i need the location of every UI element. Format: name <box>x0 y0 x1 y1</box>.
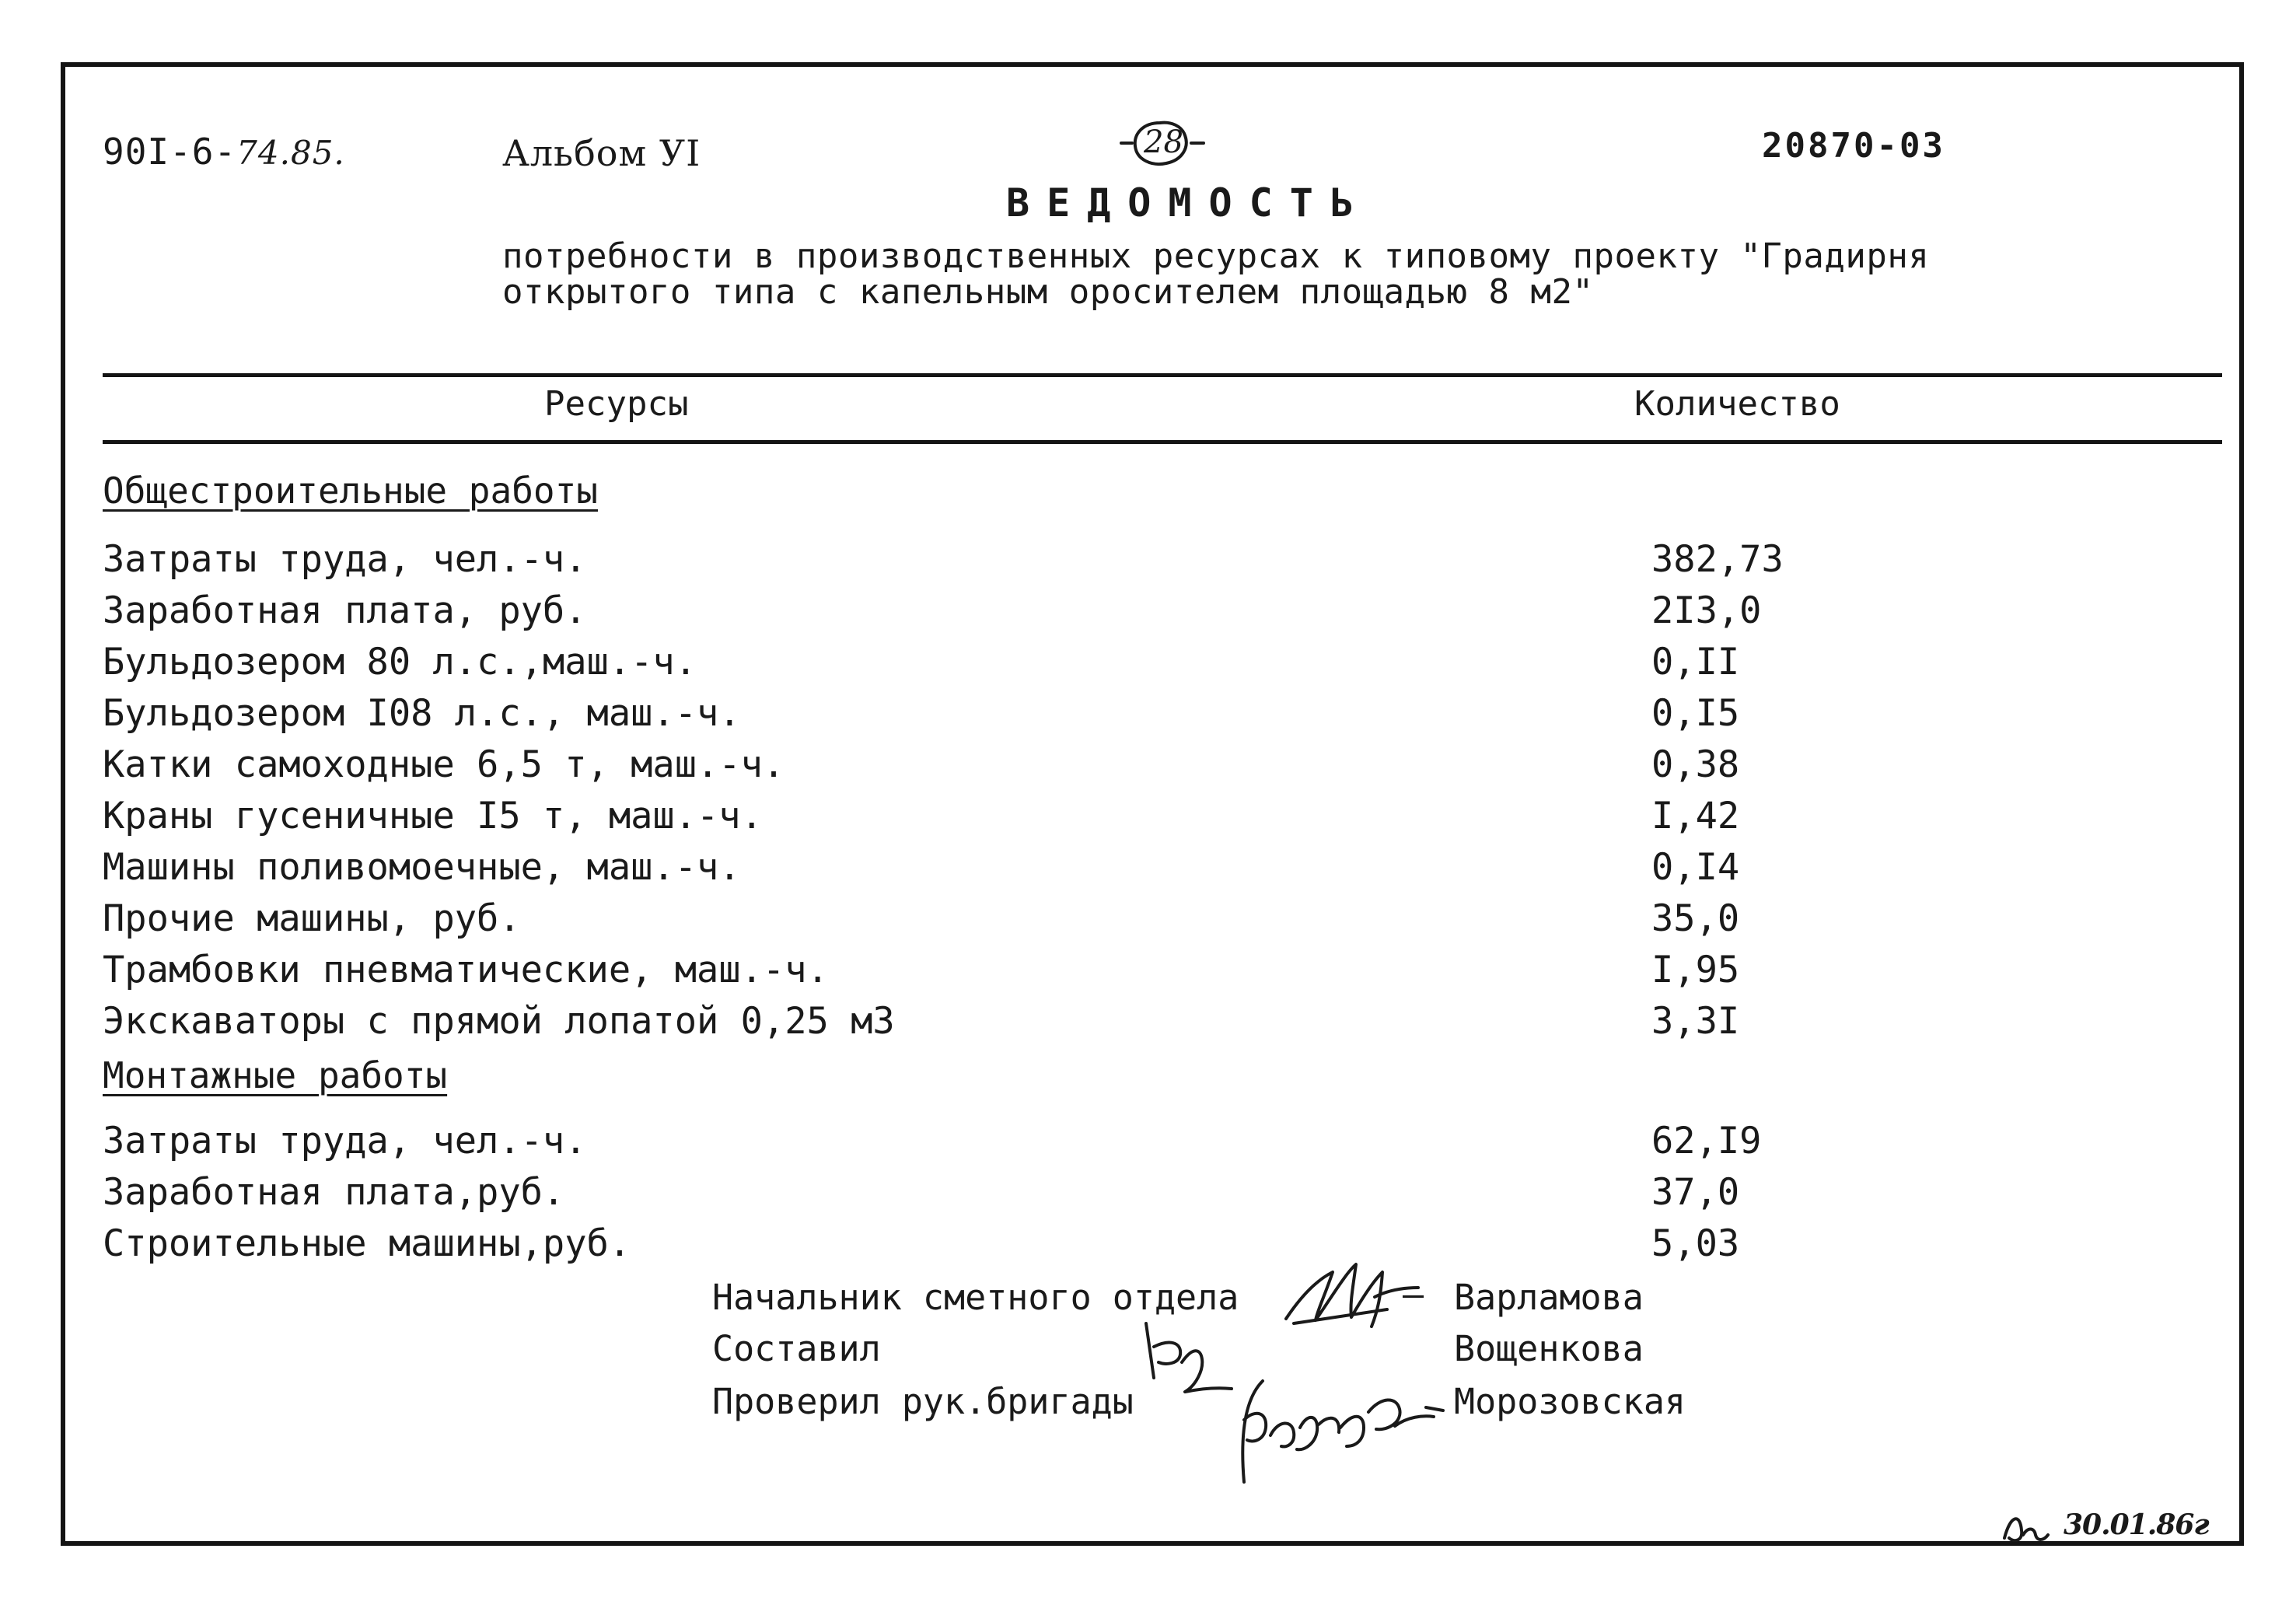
table-row-label: Заработная плата,руб. <box>103 1171 565 1214</box>
table-row-qty: 0,I5 <box>1651 692 1740 735</box>
table-row-label: Строительные машины,руб. <box>103 1222 631 1265</box>
table-header-bottom-rule <box>103 440 2222 444</box>
project-number: 20870-03 <box>1762 126 1945 166</box>
table-row-label: Машины поливомоечные, маш.-ч. <box>103 846 741 889</box>
section-title-general-construction: Общестроительные работы <box>103 470 598 512</box>
signature-role-head: Начальник сметного отдела <box>712 1277 1239 1318</box>
table-row-qty: 37,0 <box>1651 1171 1740 1214</box>
table-row-label: Заработная плата, руб. <box>103 589 587 632</box>
footer-initials-scribble <box>2000 1507 2062 1546</box>
column-header-quantity: Количество <box>1634 384 1840 424</box>
signature-name-head: Варламова <box>1454 1277 1644 1318</box>
table-row-label: Бульдозером 80 л.с.,маш.-ч. <box>103 641 697 683</box>
table-row-qty: 5,03 <box>1651 1222 1740 1265</box>
table-row-label: Краны гусеничные I5 т, маш.-ч. <box>103 795 763 837</box>
table-row-label: Затраты труда, чел.-ч. <box>103 538 587 581</box>
signature-scribble-head <box>1278 1249 1434 1334</box>
signature-name-compiler: Вощенкова <box>1454 1328 1644 1369</box>
table-row-qty: 35,0 <box>1651 897 1740 940</box>
table-row-qty: 0,I4 <box>1651 846 1740 889</box>
page-number-stamp <box>1115 118 1208 173</box>
document-frame <box>61 62 2244 1546</box>
table-row-qty: 62,I9 <box>1651 1120 1762 1162</box>
signature-dash: – <box>1403 1274 1424 1315</box>
document-title: ВЕДОМОСТЬ <box>1006 180 1371 225</box>
signature-name-checker: Морозовская <box>1454 1381 1686 1422</box>
table-row-label: Трамбовки пневматические, маш.-ч. <box>103 949 829 991</box>
table-top-rule <box>103 373 2222 377</box>
signature-role-checker: Проверил рук.бригады <box>712 1381 1134 1422</box>
column-header-resources: Ресурсы <box>544 384 689 424</box>
table-row-qty: 0,II <box>1651 641 1740 683</box>
table-row-label: Катки самоходные 6,5 т, маш.-ч. <box>103 743 785 786</box>
signature-role-compiler: Составил <box>712 1328 881 1369</box>
footer-date: 30.01.86г <box>2064 1508 2209 1541</box>
table-row-label: Затраты труда, чел.-ч. <box>103 1120 587 1162</box>
table-row-qty: 382,73 <box>1651 538 1784 581</box>
doc-code <box>103 131 345 173</box>
table-row-label: Бульдозером I08 л.с., маш.-ч. <box>103 692 741 735</box>
subtitle-line-2: открытого типа с капельным оросителем площадью 8 м2" <box>502 272 1594 312</box>
table-row-qty: 2I3,0 <box>1651 589 1762 632</box>
page-number: 28 <box>1144 124 1183 160</box>
table-row-label: Прочие машины, руб. <box>103 897 521 940</box>
section-title-installation: Монтажные работы <box>103 1054 448 1096</box>
signature-scribble-checker <box>1216 1365 1449 1498</box>
subtitle-line-1: потребности в производственных ресурсах к типовому проекту "Градирня <box>502 236 1930 276</box>
table-row-qty: I,95 <box>1651 949 1740 991</box>
album-label: Альбом УI <box>502 132 701 174</box>
table-row-label: Экскаваторы с прямой лопатой 0,25 м3 <box>103 1000 895 1043</box>
table-row-qty: 3,3I <box>1651 1000 1740 1043</box>
doc-code-handwritten: 74.85. <box>236 134 345 172</box>
doc-code-printed: 90I-6- <box>103 131 237 173</box>
table-row-qty: 0,38 <box>1651 743 1740 786</box>
table-row-qty: I,42 <box>1651 795 1740 837</box>
